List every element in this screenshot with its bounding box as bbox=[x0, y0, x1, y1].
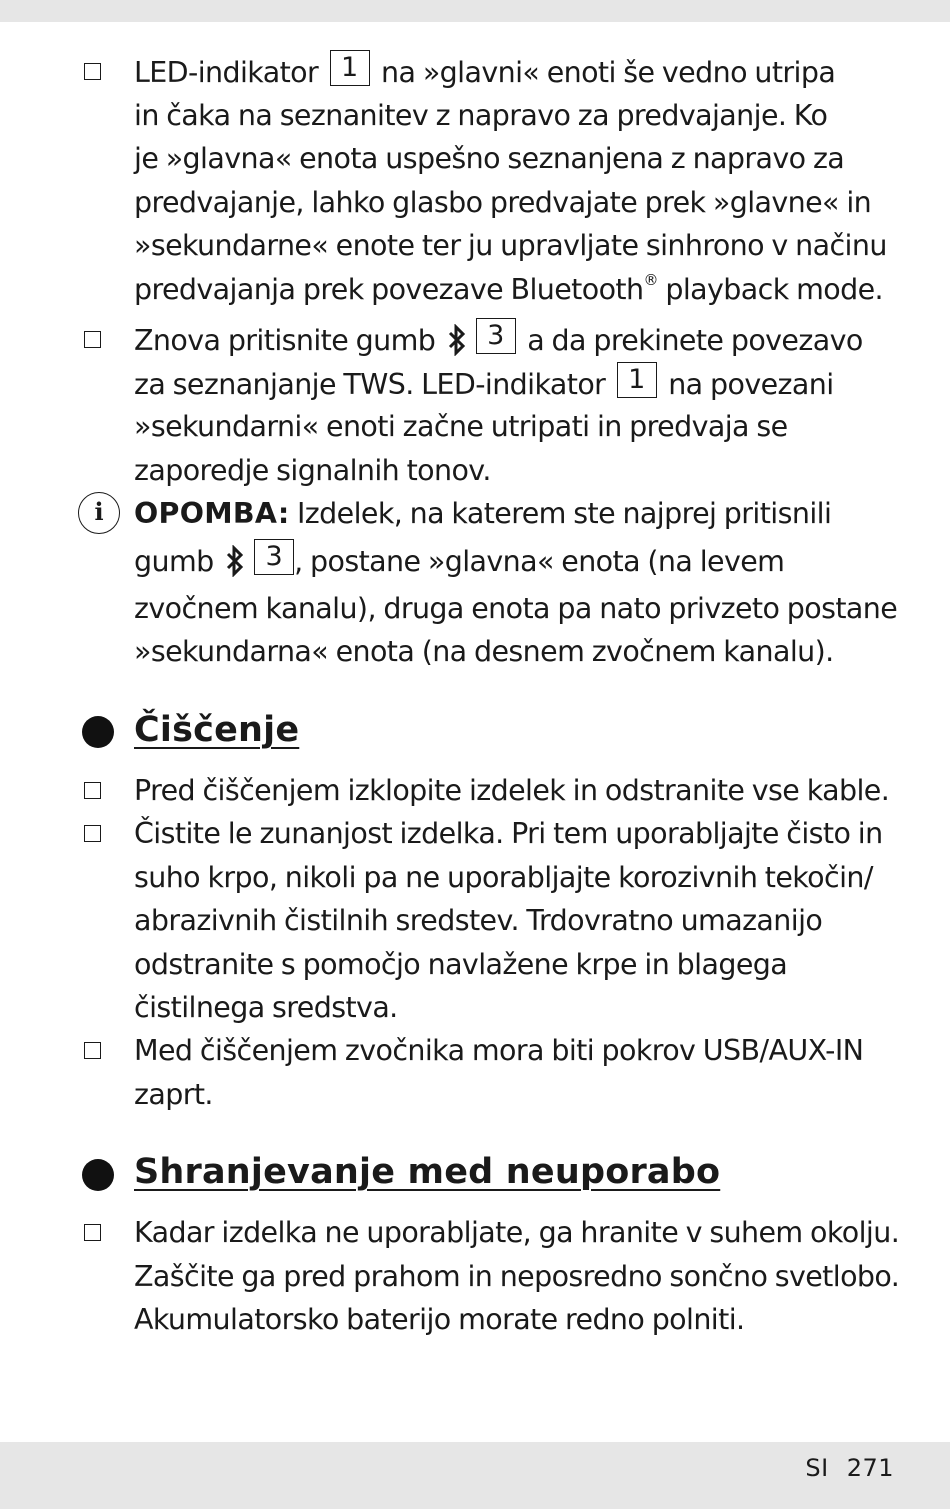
text-fragment: na povezani bbox=[668, 367, 834, 401]
text-line: »sekundarni« enoti začne utripati in predvaja se bbox=[134, 410, 788, 443]
ref-number-box: 1 bbox=[330, 50, 370, 86]
section-heading-storage: Shranjevanje med neuporabo bbox=[134, 1152, 721, 1192]
info-icon: i bbox=[78, 492, 120, 534]
ref-number-box: 3 bbox=[476, 318, 516, 354]
list-item-text bbox=[134, 1029, 914, 1116]
text-fragment: playback mode. bbox=[657, 272, 883, 306]
text-fragment: a da prekinete povezavo bbox=[527, 324, 863, 357]
ref-number-box: 3 bbox=[254, 539, 294, 575]
text-line: predvajanje, lahko glasbo predvajate prek »glavne« in bbox=[134, 185, 872, 219]
checkbox-bullet bbox=[84, 782, 101, 799]
text-line: odstranite s pomočjo navlažene krpe in blagega bbox=[134, 947, 788, 981]
page-footer bbox=[0, 1442, 950, 1509]
text-line: Pred čiščenjem izklopite izdelek in odstranite vse kable. bbox=[134, 774, 890, 807]
bluetooth-icon bbox=[223, 545, 247, 577]
text-line: »sekundarna« enota (na desnem zvočnem kanalu). bbox=[134, 635, 834, 668]
list-item-text bbox=[134, 1211, 914, 1342]
text-line: zaporedje signalnih tonov. bbox=[134, 453, 491, 487]
text-line: »sekundarne« enote ter ju upravljate sinhrono v načinu bbox=[134, 229, 887, 262]
checkbox-bullet bbox=[84, 825, 101, 842]
text-line: abrazivnih čistilnih sredstev. Trdovratno umazanijo bbox=[134, 904, 823, 937]
text-fragment: Izdelek, na katerem ste najprej pritisnili bbox=[289, 497, 832, 530]
checkbox-bullet bbox=[84, 331, 101, 348]
text-line: zvočnem kanalu), druga enota pa nato privzeto postane bbox=[134, 591, 898, 625]
checkbox-bullet bbox=[84, 1042, 101, 1059]
text-line: suho krpo, nikoli pa ne uporabljajte korozivnih tekočin/ bbox=[134, 860, 873, 894]
text-line: Kadar izdelka ne uporabljate, ga hranite v suhem okolju. bbox=[134, 1216, 900, 1249]
list-item-text bbox=[134, 812, 914, 1030]
text-fragment: predvajanja prek povezave Bluetooth bbox=[134, 272, 644, 306]
text-fragment: za seznanjanje TWS. LED-indikator bbox=[134, 367, 606, 401]
footer-label bbox=[805, 1454, 894, 1482]
note-label: OPOMBA: bbox=[134, 497, 290, 530]
text-line: Akumulatorsko baterijo morate redno polniti. bbox=[134, 1303, 745, 1336]
checkbox-bullet bbox=[84, 1224, 101, 1241]
text-line: čistilnega sredstva. bbox=[134, 991, 398, 1024]
text-line: Zaščite ga pred prahom in neposredno sončno svetlobo. bbox=[134, 1259, 900, 1293]
text-fragment: LED-indikator bbox=[134, 56, 319, 89]
list-item-text bbox=[134, 769, 914, 813]
ref-number-box: 1 bbox=[617, 362, 657, 398]
bluetooth-icon bbox=[445, 324, 469, 356]
text-fragment: na »glavni« enoti še vedno utripa bbox=[381, 56, 836, 89]
section-bullet bbox=[82, 1159, 114, 1191]
text-line: in čaka na seznanitev z napravo za predvajanje. Ko bbox=[134, 98, 828, 132]
page-number: 271 bbox=[846, 1454, 894, 1482]
text-fragment: gumb bbox=[134, 544, 214, 578]
footer-language-code: SI bbox=[805, 1454, 829, 1482]
section-bullet bbox=[82, 716, 114, 748]
text-fragment: Znova pritisnite gumb bbox=[134, 324, 436, 357]
note-text bbox=[134, 492, 914, 674]
text-line: Med čiščenjem zvočnika mora biti pokrov USB/AUX-IN bbox=[134, 1034, 864, 1067]
text-line: Čistite le zunanjost izdelka. Pri tem uporabljajte čisto in bbox=[134, 817, 883, 850]
list-item-text bbox=[134, 50, 914, 311]
text-line: zaprt. bbox=[134, 1077, 213, 1111]
text-fragment: , postane »glavna« enota (na levem bbox=[294, 544, 785, 578]
registered-mark: ® bbox=[643, 270, 658, 289]
checkbox-bullet bbox=[84, 63, 101, 80]
top-margin-band bbox=[0, 0, 950, 22]
section-heading-cleaning: Čiščenje bbox=[134, 710, 300, 750]
text-line: je »glavna« enota uspešno seznanjena z napravo za bbox=[134, 142, 845, 175]
list-item-text bbox=[134, 318, 914, 492]
